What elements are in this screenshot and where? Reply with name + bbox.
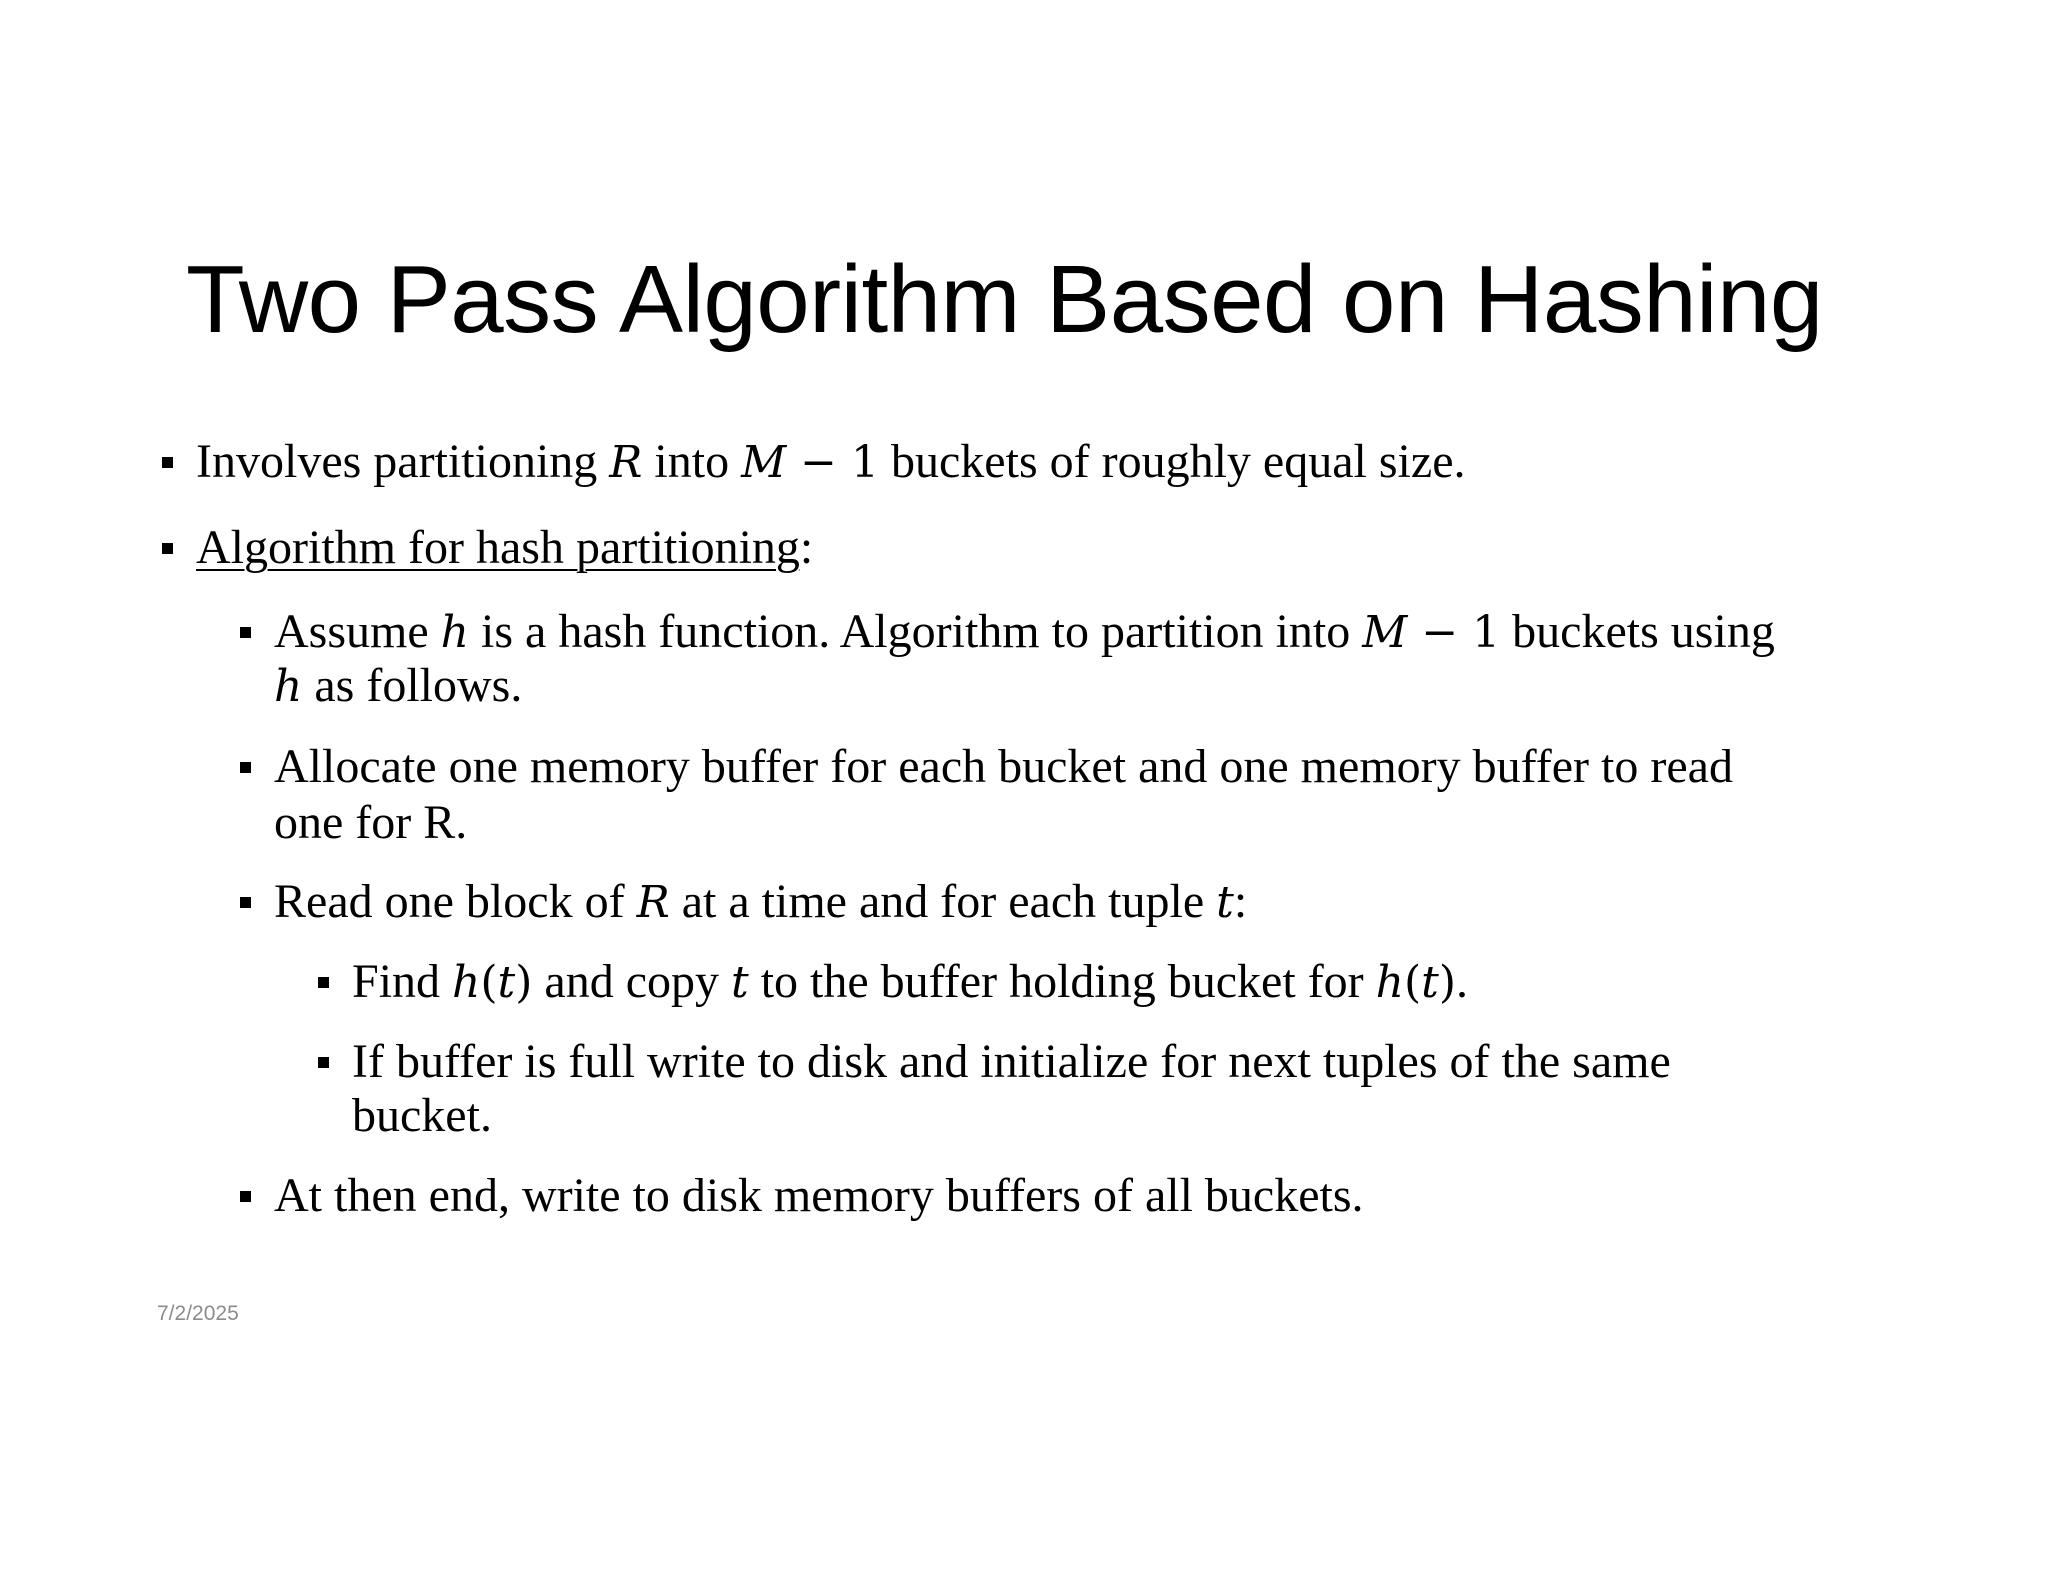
math-var: t (1216, 877, 1234, 928)
bullet-buffer-full-cont (352, 1089, 492, 1143)
bullet-marker (162, 543, 173, 554)
math-var: M (741, 437, 787, 488)
text: Find (352, 955, 453, 1008)
math-paren: ( (480, 957, 498, 1008)
math-paren: ) (515, 957, 533, 1008)
text: one for R. (274, 796, 468, 849)
math-paren: ( (1404, 957, 1422, 1008)
math-var: R (609, 437, 643, 488)
math-var: t (731, 957, 749, 1008)
text: Assume (274, 605, 441, 658)
text: buckets using (1500, 605, 1775, 658)
text: Allocate one memory buffer for each bucket and one memory buffer to read (274, 740, 1733, 793)
bullet-allocate-buffers (274, 740, 1733, 794)
math-expr: − 1 (786, 437, 879, 488)
slide-date: 7/2/2025 (157, 1302, 239, 1325)
text: : (1233, 875, 1248, 928)
text: to the buffer holding bucket for (748, 955, 1376, 1008)
text: At then end, write to disk memory buffers of all buckets. (274, 1169, 1364, 1222)
text: . (1456, 955, 1469, 1008)
math-var: h (1375, 957, 1404, 1008)
math-paren: ) (1438, 957, 1457, 1008)
math-var: h (452, 957, 481, 1008)
bullet-marker (318, 1057, 329, 1068)
math-var: h (274, 661, 303, 712)
text: at a time and for each tuple (669, 875, 1217, 928)
bullet-at-end (274, 1169, 1364, 1223)
bullet-marker (240, 1191, 251, 1202)
bullet-partitioning-intro (196, 435, 1466, 490)
math-expr: − 1 (1407, 607, 1501, 658)
math-var: R (636, 877, 670, 928)
bullet-hash-partitioning-heading (196, 521, 813, 575)
math-var: h (440, 607, 470, 658)
bullet-marker (318, 977, 329, 988)
text: Involves partitioning (196, 435, 610, 488)
bullet-buffer-full (352, 1035, 1671, 1089)
text: and copy (532, 955, 732, 1008)
text: buckets of roughly equal size. (879, 435, 1466, 488)
math-var: t (1421, 957, 1439, 1008)
bullet-marker (240, 762, 251, 773)
bullet-assume-hash-cont (274, 659, 522, 714)
bullet-read-block (274, 875, 1247, 930)
text: bucket. (352, 1089, 492, 1142)
math-var: t (497, 957, 516, 1008)
text: : (799, 521, 814, 574)
bullet-find-hash (352, 955, 1468, 1010)
bullet-marker (162, 457, 173, 468)
slide-title: Two Pass Algorithm Based on Hashing (186, 246, 1823, 353)
bullet-marker (240, 627, 251, 638)
text: into (642, 435, 742, 488)
bullet-assume-hash (274, 605, 1775, 660)
text: as follows. (302, 659, 523, 712)
text: If buffer is full write to disk and initialize for next tuples of the same (352, 1035, 1671, 1088)
text: is a hash function. Algorithm to partition into (469, 605, 1363, 658)
underlined-heading: Algorithm for hash partitioning (196, 521, 800, 574)
bullet-allocate-buffers-cont (274, 796, 467, 850)
text: Read one block of (274, 875, 637, 928)
bullet-marker (240, 897, 251, 908)
math-var: M (1362, 607, 1408, 658)
